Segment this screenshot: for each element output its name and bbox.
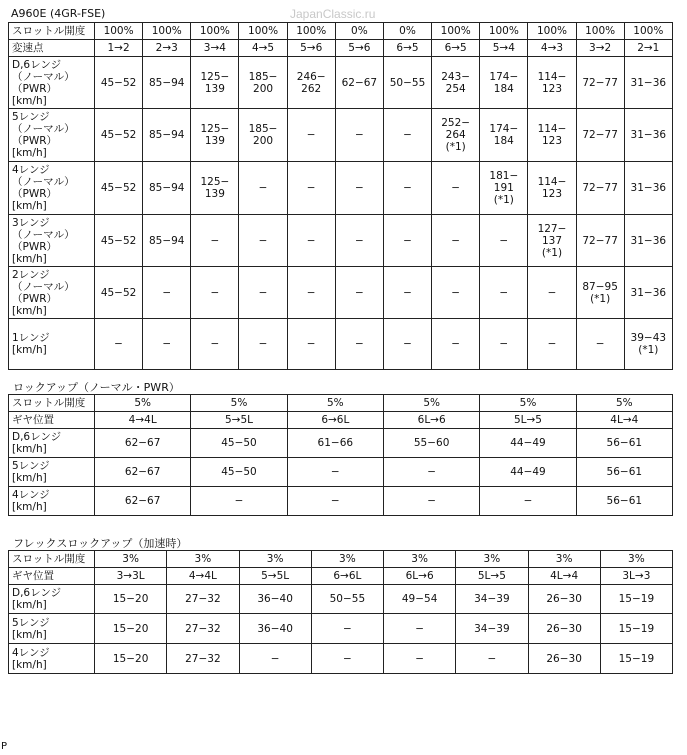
throttle-cell: 5% (287, 395, 383, 412)
speed-cell: − (239, 319, 287, 370)
throttle-cell: 3% (384, 551, 456, 568)
speed-cell: 181− 191 (*1) (480, 162, 528, 215)
table-row (9, 162, 673, 215)
speed-cell: − (432, 162, 480, 215)
speed-cell: − (239, 267, 287, 319)
flex-lockup-table (8, 550, 673, 674)
speed-cell: 62−67 (95, 429, 191, 458)
throttle-cell: 100% (191, 23, 239, 40)
table-row (9, 585, 673, 614)
gear-cell: 4→4L (167, 568, 239, 585)
speed-cell: − (239, 644, 311, 674)
shift-cell: 1→2 (95, 40, 143, 57)
speed-cell: 15−20 (95, 614, 167, 644)
speed-cell: 85−94 (143, 215, 191, 267)
speed-cell: − (383, 162, 431, 215)
shift-point-table (8, 22, 673, 370)
speed-cell: − (95, 319, 143, 370)
speed-cell: 31−36 (624, 109, 672, 162)
throttle-cell: 3% (456, 551, 528, 568)
speed-cell: 15−20 (95, 585, 167, 614)
shift-cell: 5→6 (335, 40, 383, 57)
speed-cell: − (456, 644, 528, 674)
speed-cell: 45−50 (191, 458, 287, 487)
gear-cell: 6→6L (287, 412, 383, 429)
speed-cell: 27−32 (167, 585, 239, 614)
gear-cell: 6L→6 (384, 568, 456, 585)
speed-cell: − (432, 319, 480, 370)
speed-cell: − (432, 267, 480, 319)
table-row (9, 215, 673, 267)
speed-cell: 27−32 (167, 644, 239, 674)
speed-cell: 72−77 (576, 57, 624, 109)
speed-cell: 44−49 (480, 429, 576, 458)
lockup-table (8, 394, 673, 516)
throttle-cell: 100% (432, 23, 480, 40)
speed-cell: − (191, 267, 239, 319)
speed-cell: 243− 254 (432, 57, 480, 109)
table-row (9, 57, 673, 109)
gear-label: ギヤ位置 (9, 412, 95, 429)
speed-cell: − (287, 267, 335, 319)
speed-cell: 246− 262 (287, 57, 335, 109)
speed-cell: 127− 137 (*1) (528, 215, 576, 267)
throttle-cell: 5% (383, 395, 479, 412)
range-label: D,6レンジ [km/h] (9, 585, 95, 614)
speed-cell: 45−52 (95, 57, 143, 109)
speed-cell: − (335, 162, 383, 215)
throttle-cell: 100% (576, 23, 624, 40)
speed-cell: 27−32 (167, 614, 239, 644)
shift-label: 変速点 (9, 40, 95, 57)
table-row (9, 267, 673, 319)
table-row (9, 487, 673, 516)
speed-cell: − (143, 267, 191, 319)
speed-cell: − (191, 215, 239, 267)
throttle-cell: 100% (287, 23, 335, 40)
speed-cell: − (143, 319, 191, 370)
speed-cell: 62−67 (95, 487, 191, 516)
throttle-label: スロットル開度 (9, 23, 95, 40)
shift-cell: 6→5 (383, 40, 431, 57)
shift-cell: 5→6 (287, 40, 335, 57)
throttle-cell: 3% (95, 551, 167, 568)
table-row (9, 319, 673, 370)
speed-cell: 31−36 (624, 162, 672, 215)
throttle-cell: 3% (239, 551, 311, 568)
speed-cell: 114− 123 (528, 162, 576, 215)
flex-lockup-title: フレックスロックアップ（加速時） (13, 537, 188, 550)
speed-cell: 39−43 (*1) (624, 319, 672, 370)
speed-cell: 45−52 (95, 109, 143, 162)
speed-cell: 56−61 (576, 429, 672, 458)
footer-mark: P (1, 741, 8, 752)
speed-cell: − (311, 644, 383, 674)
throttle-cell: 5% (480, 395, 576, 412)
throttle-cell: 5% (95, 395, 191, 412)
throttle-cell: 100% (143, 23, 191, 40)
speed-cell: 185− 200 (239, 57, 287, 109)
speed-cell: − (335, 109, 383, 162)
gear-cell: 4L→4 (528, 568, 600, 585)
speed-cell: 15−19 (600, 644, 672, 674)
shift-cell: 5→4 (480, 40, 528, 57)
table-row (9, 458, 673, 487)
throttle-cell: 100% (239, 23, 287, 40)
throttle-cell: 3% (311, 551, 383, 568)
speed-cell: 174− 184 (480, 57, 528, 109)
speed-cell: 26−30 (528, 585, 600, 614)
speed-cell: 61−66 (287, 429, 383, 458)
speed-cell: − (335, 267, 383, 319)
throttle-label: スロットル開度 (9, 551, 95, 568)
gear-cell: 3→3L (95, 568, 167, 585)
speed-cell: 50−55 (383, 57, 431, 109)
speed-cell: − (239, 215, 287, 267)
gear-cell: 5L→5 (480, 412, 576, 429)
throttle-cell: 0% (335, 23, 383, 40)
speed-cell: 72−77 (576, 109, 624, 162)
speed-cell: 36−40 (239, 614, 311, 644)
speed-cell: 185− 200 (239, 109, 287, 162)
speed-cell: − (384, 614, 456, 644)
header-row (9, 412, 673, 429)
gear-cell: 5→5L (239, 568, 311, 585)
header-row (9, 395, 673, 412)
speed-cell: − (335, 215, 383, 267)
range-label: 4レンジ [km/h] (9, 644, 95, 674)
range-label: 4レンジ （ノーマル） （PWR） [km/h] (9, 162, 95, 215)
range-label: 3レンジ （ノーマル） （PWR） [km/h] (9, 215, 95, 267)
shift-cell: 3→2 (576, 40, 624, 57)
range-label: 2レンジ （ノーマル） （PWR） [km/h] (9, 267, 95, 319)
header-row (9, 40, 673, 57)
speed-cell: 56−61 (576, 458, 672, 487)
speed-cell: − (287, 109, 335, 162)
speed-cell: − (287, 319, 335, 370)
shift-cell: 4→5 (239, 40, 287, 57)
speed-cell: 125− 139 (191, 109, 239, 162)
speed-cell: − (383, 215, 431, 267)
range-label: D,6レンジ （ノーマル） （PWR） [km/h] (9, 57, 95, 109)
speed-cell: 45−52 (95, 267, 143, 319)
header-row (9, 568, 673, 585)
watermark: JapanClassic.ru (290, 7, 376, 21)
speed-cell: − (383, 458, 479, 487)
speed-cell: 15−19 (600, 585, 672, 614)
gear-cell: 5L→5 (456, 568, 528, 585)
range-label: 5レンジ （ノーマル） （PWR） [km/h] (9, 109, 95, 162)
shift-cell: 2→3 (143, 40, 191, 57)
speed-cell: 55−60 (383, 429, 479, 458)
throttle-cell: 100% (480, 23, 528, 40)
gear-cell: 6L→6 (383, 412, 479, 429)
throttle-cell: 100% (624, 23, 672, 40)
speed-cell: 15−19 (600, 614, 672, 644)
gear-cell: 6→6L (311, 568, 383, 585)
speed-cell: 87−95 (*1) (576, 267, 624, 319)
speed-cell: − (383, 109, 431, 162)
speed-cell: − (287, 162, 335, 215)
speed-cell: 34−39 (456, 585, 528, 614)
speed-cell: − (287, 215, 335, 267)
gear-cell: 4L→4 (576, 412, 672, 429)
speed-cell: 85−94 (143, 57, 191, 109)
gear-cell: 5→5L (191, 412, 287, 429)
range-label: 5レンジ [km/h] (9, 614, 95, 644)
speed-cell: 44−49 (480, 458, 576, 487)
shift-cell: 3→4 (191, 40, 239, 57)
speed-cell: − (528, 319, 576, 370)
throttle-cell: 100% (95, 23, 143, 40)
speed-cell: − (480, 215, 528, 267)
speed-cell: − (528, 267, 576, 319)
speed-cell: − (480, 319, 528, 370)
range-label: 4レンジ [km/h] (9, 487, 95, 516)
speed-cell: 85−94 (143, 109, 191, 162)
throttle-cell: 5% (191, 395, 287, 412)
speed-cell: 45−52 (95, 162, 143, 215)
speed-cell: 31−36 (624, 215, 672, 267)
speed-cell: 31−36 (624, 267, 672, 319)
speed-cell: − (383, 319, 431, 370)
speed-cell: 174− 184 (480, 109, 528, 162)
gear-label: ギヤ位置 (9, 568, 95, 585)
speed-cell: − (383, 267, 431, 319)
lockup-title: ロックアップ（ノーマル・PWR） (13, 381, 180, 394)
speed-cell: 125− 139 (191, 57, 239, 109)
speed-cell: 62−67 (95, 458, 191, 487)
shift-cell: 4→3 (528, 40, 576, 57)
header-row (9, 23, 673, 40)
speed-cell: 26−30 (528, 644, 600, 674)
speed-cell: − (191, 487, 287, 516)
speed-cell: 72−77 (576, 215, 624, 267)
table-row (9, 644, 673, 674)
speed-cell: 72−77 (576, 162, 624, 215)
speed-cell: 62−67 (335, 57, 383, 109)
speed-cell: 50−55 (311, 585, 383, 614)
speed-cell: − (311, 614, 383, 644)
gear-cell: 4→4L (95, 412, 191, 429)
table-row (9, 429, 673, 458)
speed-cell: 31−36 (624, 57, 672, 109)
gear-cell: 3L→3 (600, 568, 672, 585)
throttle-cell: 3% (167, 551, 239, 568)
speed-cell: − (576, 319, 624, 370)
speed-cell: 26−30 (528, 614, 600, 644)
shift-cell: 6→5 (432, 40, 480, 57)
throttle-cell: 0% (383, 23, 431, 40)
speed-cell: 114− 123 (528, 57, 576, 109)
speed-cell: − (287, 458, 383, 487)
shift-cell: 2→1 (624, 40, 672, 57)
throttle-cell: 3% (600, 551, 672, 568)
speed-cell: 45−50 (191, 429, 287, 458)
speed-cell: 125− 139 (191, 162, 239, 215)
speed-cell: − (335, 319, 383, 370)
speed-cell: − (480, 267, 528, 319)
header-row (9, 551, 673, 568)
speed-cell: − (480, 487, 576, 516)
speed-cell: − (383, 487, 479, 516)
speed-cell: − (287, 487, 383, 516)
table-row (9, 614, 673, 644)
speed-cell: 49−54 (384, 585, 456, 614)
range-label: D,6レンジ [km/h] (9, 429, 95, 458)
speed-cell: − (239, 162, 287, 215)
range-label: 1レンジ [km/h] (9, 319, 95, 370)
speed-cell: 85−94 (143, 162, 191, 215)
speed-cell: 114− 123 (528, 109, 576, 162)
speed-cell: − (432, 215, 480, 267)
speed-cell: 15−20 (95, 644, 167, 674)
throttle-cell: 100% (528, 23, 576, 40)
table-row (9, 109, 673, 162)
speed-cell: 252− 264 (*1) (432, 109, 480, 162)
speed-cell: 36−40 (239, 585, 311, 614)
range-label: 5レンジ [km/h] (9, 458, 95, 487)
speed-cell: 45−52 (95, 215, 143, 267)
throttle-cell: 3% (528, 551, 600, 568)
main-title: A960E (4GR-FSE) (11, 7, 106, 20)
speed-cell: 56−61 (576, 487, 672, 516)
speed-cell: 34−39 (456, 614, 528, 644)
throttle-label: スロットル開度 (9, 395, 95, 412)
throttle-cell: 5% (576, 395, 672, 412)
speed-cell: − (191, 319, 239, 370)
speed-cell: − (384, 644, 456, 674)
